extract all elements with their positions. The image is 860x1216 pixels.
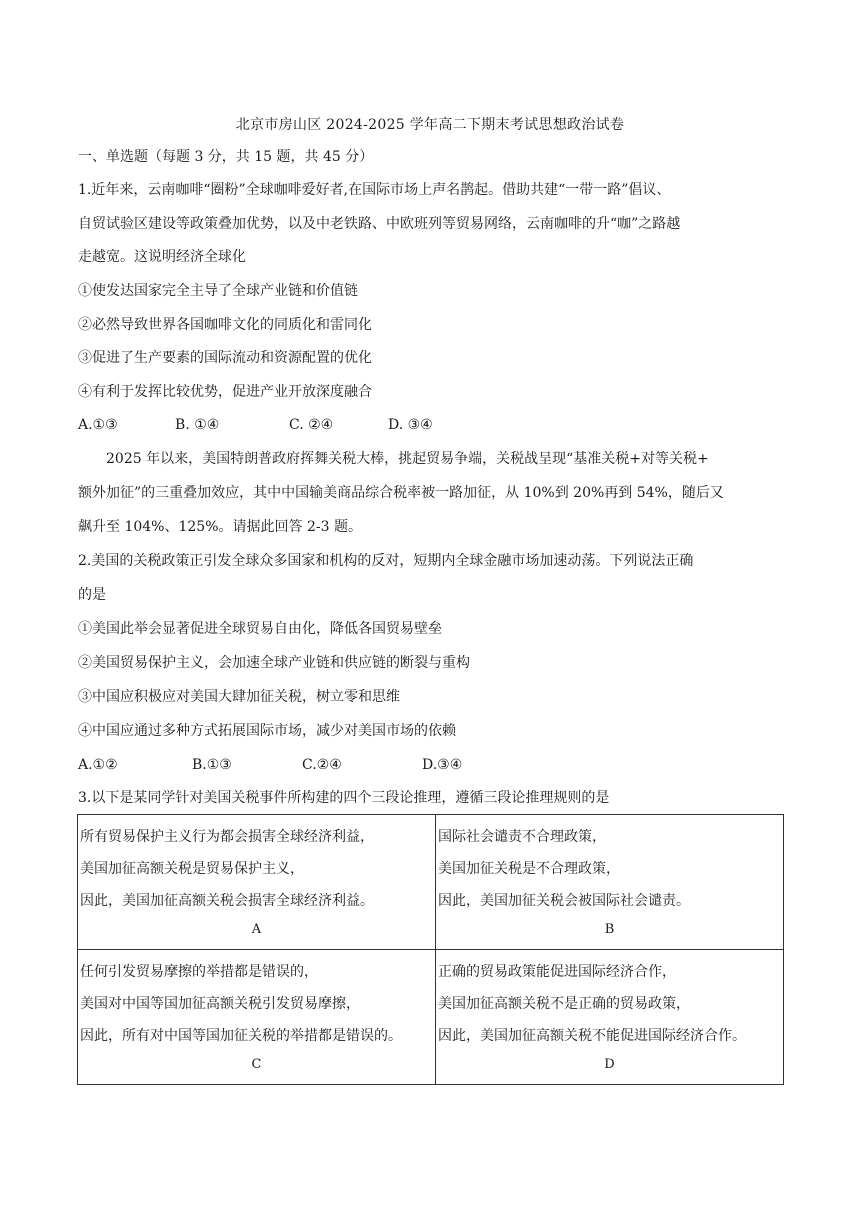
- premise-line: 任何引发贸易摩擦的举措都是错误的，: [80, 964, 318, 980]
- q2-options: [78, 756, 462, 774]
- q1-item: ②必然导致世界各国咖啡文化的同质化和雷同化: [78, 317, 372, 333]
- material-line: 额外加征”的三重叠加效应，其中中国输美商品综合税率被一路加征，从 10%到 20%再到 54%，随后又: [78, 485, 724, 501]
- premise-line: 所有贸易保护主义行为都会损害全球经济利益，: [80, 829, 374, 845]
- conclusion-line: 因此，所有对中国等国加征关税的举措都是错误的。: [80, 1028, 402, 1044]
- q2-item: ②美国贸易保护主义，会加速全球产业链和供应链的断裂与重构: [78, 655, 470, 671]
- premise-line: 美国加征高额关税是贸易保护主义，: [80, 861, 304, 877]
- q2-option-b[interactable]: B.①③: [192, 757, 232, 773]
- q2-item: ①美国此举会显著促进全球贸易自由化，降低各国贸易壁垒: [78, 621, 442, 637]
- premise-line: 正确的贸易政策能促进国际经济合作，: [438, 964, 676, 980]
- q2-option-c[interactable]: C.②④: [302, 757, 342, 773]
- conclusion-line: 因此，美国加征关税会被国际社会谴责。: [438, 893, 690, 909]
- syllogism-cell-b[interactable]: [436, 815, 784, 950]
- q2-item: ④中国应通过多种方式拓展国际市场，减少对美国市场的依赖: [78, 723, 456, 739]
- q1-item: ①使发达国家完全主导了全球产业链和价值链: [78, 283, 358, 299]
- q1-option-a[interactable]: A.①③: [78, 417, 118, 433]
- q2-option-a[interactable]: A.①②: [78, 757, 118, 773]
- syllogism-cell-a[interactable]: [78, 815, 436, 950]
- page-title: 北京市房山区 2024-2025 学年高二下期末考试思想政治试卷: [235, 117, 625, 133]
- q2-item: ③中国应积极应对美国大肆加征关税，树立零和思维: [78, 689, 400, 705]
- cell-label-d: D: [604, 1057, 615, 1072]
- q1-stem-line: 自贸试验区建设等政策叠加优势，以及中老铁路、中欧班列等贸易网络，云南咖啡的升“咖”之路越: [78, 216, 681, 232]
- q2-stem-line: 的是: [78, 587, 106, 603]
- q1-item: ④有利于发挥比较优势，促进产业开放深度融合: [78, 384, 372, 400]
- premise-line: 美国加征关税是不合理政策，: [438, 861, 620, 877]
- q2-stem-line: 2.美国的关税政策正引发全球众多国家和机构的反对，短期内全球金融市场加速动荡。下列说法正确: [78, 553, 694, 569]
- syllogism-cell-d[interactable]: [436, 950, 784, 1085]
- material-line: 2025 年以来，美国特朗普政府挥舞关税大棒，挑起贸易争端，关税战呈现“基准关税+对等关税+: [106, 451, 709, 467]
- conclusion-line: 因此，美国加征高额关税不能促进国际经济合作。: [438, 1028, 746, 1044]
- cell-label-b: B: [604, 922, 615, 937]
- q3-stem: 3.以下是某同学针对美国关税事件所构建的四个三段论推理，遵循三段论推理规则的是: [78, 790, 610, 806]
- material-line: 飙升至 104%、125%。请据此回答 2-3 题。: [78, 519, 362, 535]
- q1-stem-line: 走越宽。这说明经济全球化: [78, 249, 246, 265]
- syllogism-table: [77, 814, 784, 1085]
- syllogism-cell-c[interactable]: [78, 950, 436, 1085]
- cell-label-c: C: [251, 1057, 262, 1072]
- cell-label-a: A: [251, 922, 262, 937]
- section-heading: 一、单选题（每题 3 分，共 15 题，共 45 分）: [78, 149, 374, 165]
- q1-stem-line: 1.近年来，云南咖啡“圈粉”全球咖啡爱好者,在国际市场上声名鹊起。借助共建“一带一路”倡议、: [78, 182, 671, 198]
- q1-option-b[interactable]: B. ①④: [175, 417, 220, 433]
- premise-line: 美国对中国等国加征高额关税引发贸易摩擦，: [80, 996, 360, 1012]
- q1-item: ③促进了生产要素的国际流动和资源配置的优化: [78, 350, 372, 366]
- q1-option-d[interactable]: D. ③④: [388, 417, 433, 433]
- premise-line: 美国加征高额关税不是正确的贸易政策，: [438, 996, 690, 1012]
- q2-option-d[interactable]: D.③④: [422, 757, 463, 773]
- conclusion-line: 因此，美国加征高额关税会损害全球经济利益。: [80, 893, 374, 909]
- q1-option-c[interactable]: C. ②④: [289, 417, 334, 433]
- q1-options: [78, 416, 433, 434]
- premise-line: 国际社会谴责不合理政策，: [438, 829, 606, 845]
